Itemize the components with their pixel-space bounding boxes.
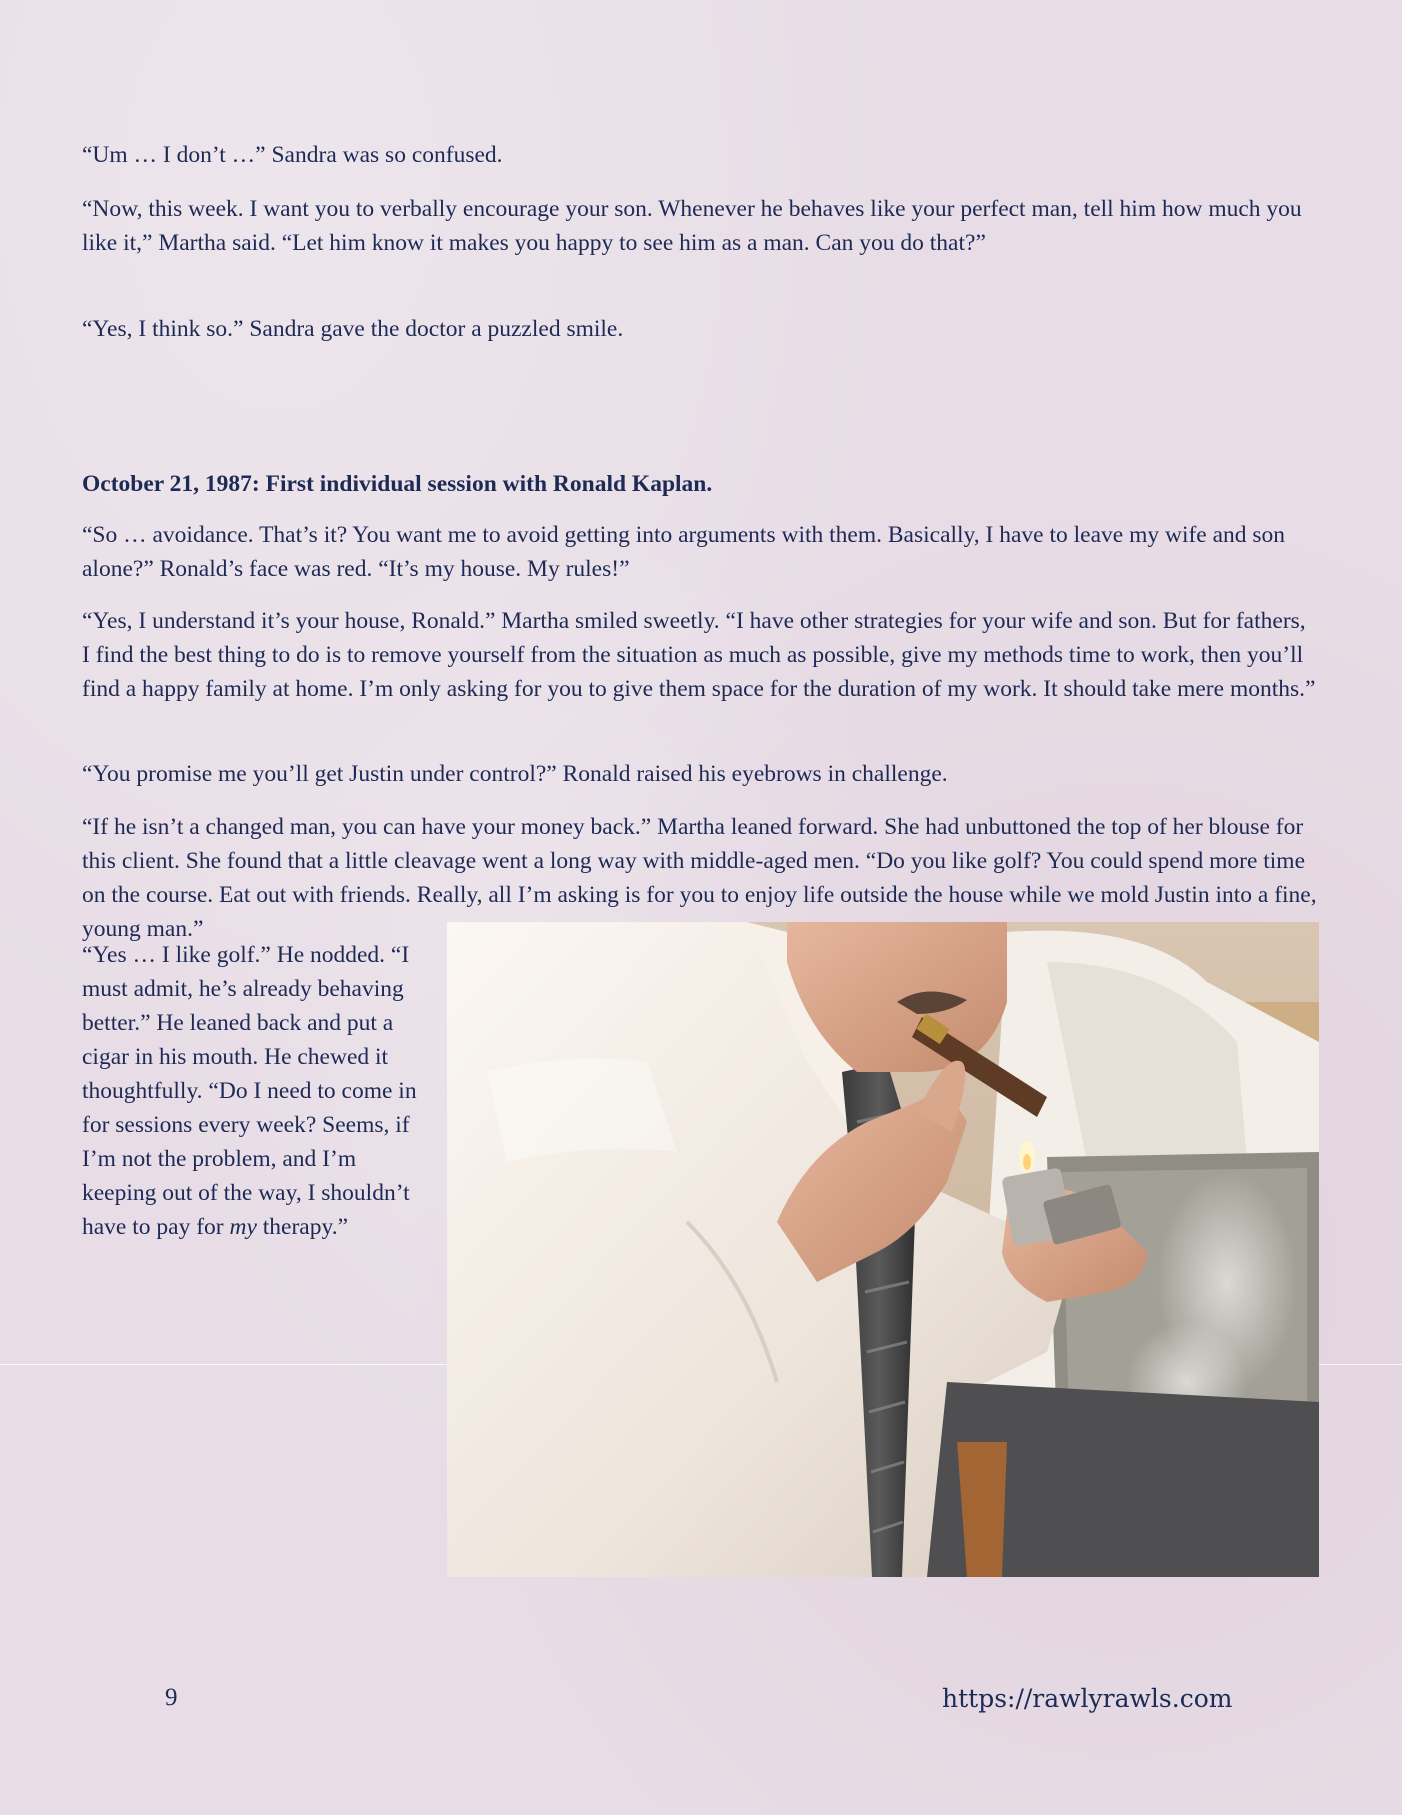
paragraph: “If he isn’t a changed man, you can have your money back.” Martha leaned forward. She had unbuttoned the top of her blouse for this client. She found that a little cleavage went a long way with middle-aged men. “Do you like golf? You could spend more time on the course. Eat out with friends. Really, all I’m asking is for you to enjoy life outside the house while we mold Justin into a fine, young man.” <box>82 813 1317 942</box>
emphasis-text: my <box>229 1214 257 1240</box>
paragraph: “Now, this week. I want you to verbally encourage your son. Whenever he behaves like your perfect man, tell him how much you like it,” Martha said. “Let him know it makes you happy to see him as a man. Can you do that?” <box>82 195 1302 256</box>
paragraph: “You promise me you’ll get Justin under control?” Ronald raised his eyebrows in challenge. <box>82 760 948 787</box>
paragraph: “So … avoidance. That’s it? You want me to avoid getting into arguments with them. Basically, I have to leave my wife and son alone?” Ronald’s face was red. “It’s my house. My rules!” <box>82 521 1286 582</box>
illustration-man-lighting-cigar <box>447 922 1319 1577</box>
paragraph-text: “Yes … I like golf.” He nodded. “I must admit, he’s already behaving better.” He leaned back and put a cigar in his mouth. He chewed it thoughtfully. “Do I need to come in for sessions every week? Seems, if I’m not the problem, and I’m keeping out of the way, I shouldn’t have to pay for <box>82 942 417 1240</box>
session-heading: October 21, 1987: First individual session with Ronald Kaplan. <box>82 470 713 497</box>
paragraph: “Yes, I think so.” Sandra gave the doctor a puzzled smile. <box>82 315 624 342</box>
paragraph-text: therapy.” <box>256 1214 349 1240</box>
paragraph: “Um … I don’t …” Sandra was so confused. <box>82 141 503 168</box>
page-number: 9 <box>165 1684 178 1711</box>
footer-url-link[interactable]: https://rawlyrawls.com <box>942 1684 1233 1713</box>
paragraph <box>82 938 432 1244</box>
paragraph: “Yes, I understand it’s your house, Ronald.” Martha smiled sweetly. “I have other strategies for your wife and son. But for fathers, I find the best thing to do is to remove yourself from the situation as much as possible, give my methods time to work, then you’ll find a happy family at home. I’m only asking for you to give them space for the duration of my work. It should take mere months.” <box>82 607 1316 702</box>
